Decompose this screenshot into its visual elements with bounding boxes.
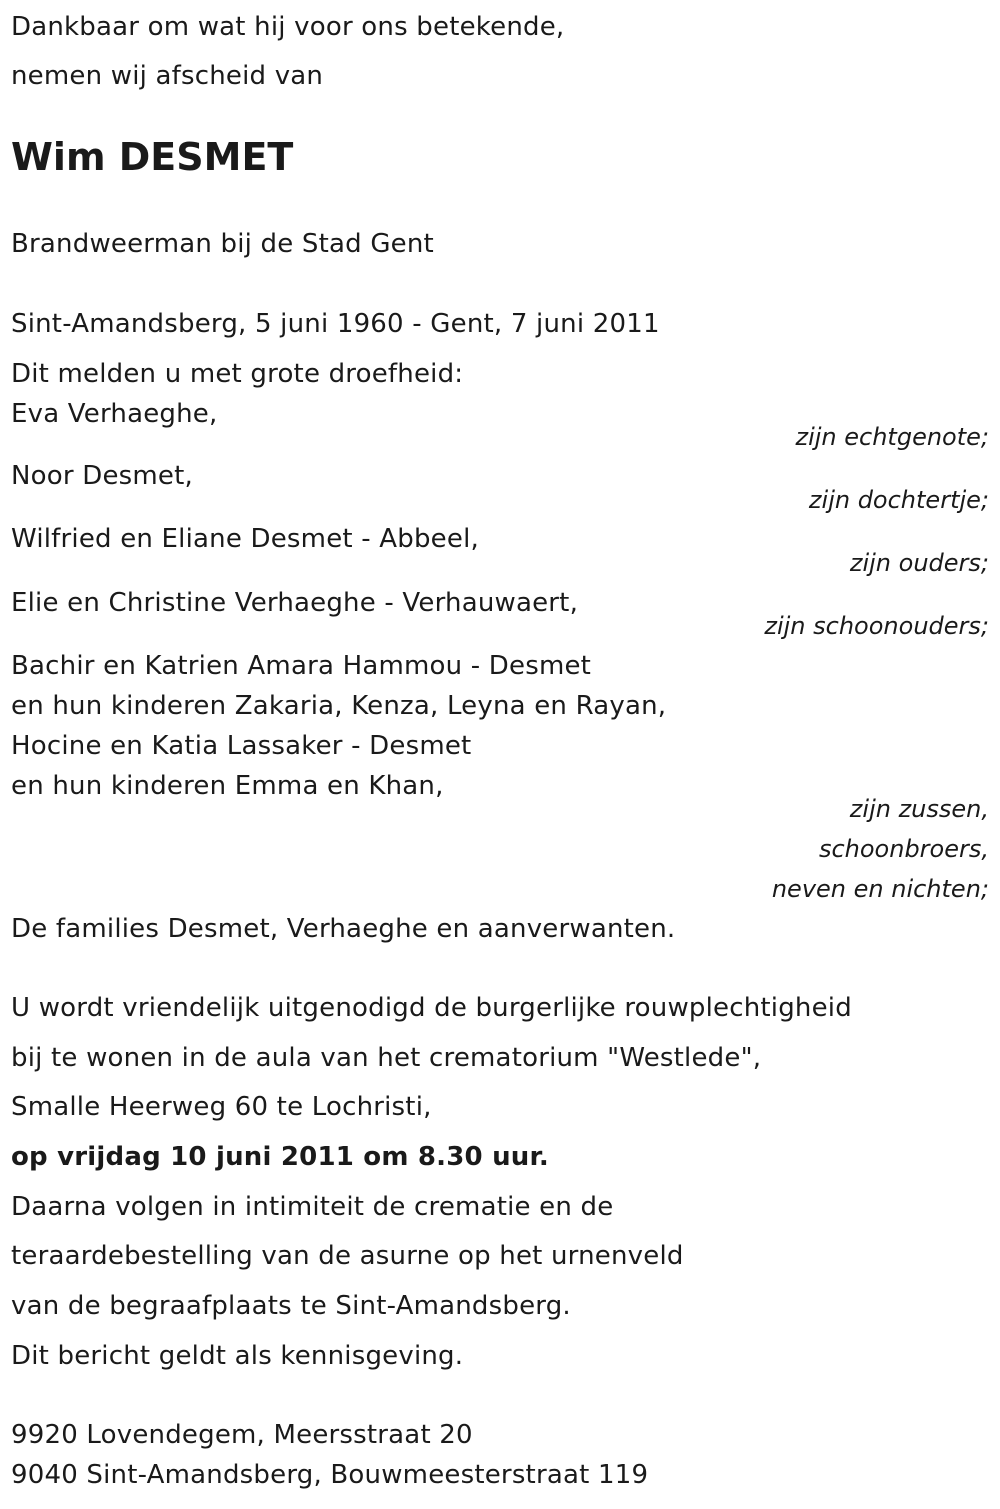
family-relation: zijn dochtertje; — [808, 486, 989, 514]
family-member: Elie en Christine Verhaeghe - Verhauwaert, — [11, 588, 579, 618]
deceased-profession: Brandweerman bij de Stad Gent — [11, 229, 434, 259]
ceremony-line: van de begraafplaats te Sint-Amandsberg. — [11, 1291, 571, 1321]
family-relation: schoonbroers, — [818, 835, 989, 863]
ceremony-line: Smalle Heerweg 60 te Lochristi, — [11, 1092, 432, 1122]
ceremony-line: teraardebestelling van de asurne op het urnenveld — [11, 1241, 684, 1271]
deceased-name: Wim DESMET — [11, 135, 294, 179]
family-relation: zijn zussen, — [849, 795, 989, 823]
families-line: De families Desmet, Verhaeghe en aanverwanten. — [11, 914, 676, 944]
family-relation: zijn echtgenote; — [795, 423, 989, 451]
ceremony-line: Daarna volgen in intimiteit de crematie en de — [11, 1192, 614, 1222]
family-member: Hocine en Katia Lassaker - Desmet — [11, 731, 472, 761]
family-member: en hun kinderen Emma en Khan, — [11, 771, 444, 801]
family-relation: zijn schoonouders; — [764, 612, 989, 640]
family-member: Eva Verhaeghe, — [11, 399, 218, 429]
family-member: en hun kinderen Zakaria, Kenza, Leyna en Rayan, — [11, 691, 667, 721]
family-member: Noor Desmet, — [11, 461, 193, 491]
family-relation: neven en nichten; — [771, 875, 989, 903]
deceased-dates: Sint-Amandsberg, 5 juni 1960 - Gent, 7 juni 2011 — [11, 309, 660, 339]
intro-line-2: nemen wij afscheid van — [11, 61, 324, 91]
ceremony-line: U wordt vriendelijk uitgenodigd de burgerlijke rouwplechtigheid — [11, 993, 852, 1023]
address-line: 9040 Sint-Amandsberg, Bouwmeesterstraat 119 — [11, 1460, 649, 1490]
ceremony-line: bij te wonen in de aula van het crematorium "Westlede", — [11, 1043, 762, 1073]
announcement: Dit melden u met grote droefheid: — [11, 359, 464, 389]
family-member: Bachir en Katrien Amara Hammou - Desmet — [11, 651, 592, 681]
family-relation: zijn ouders; — [849, 549, 989, 577]
ceremony-date-time: op vrijdag 10 juni 2011 om 8.30 uur. — [11, 1142, 549, 1172]
intro-line-1: Dankbaar om wat hij voor ons betekende, — [11, 12, 565, 42]
family-member: Wilfried en Eliane Desmet - Abbeel, — [11, 524, 479, 554]
address-line: 9920 Lovendegem, Meersstraat 20 — [11, 1420, 473, 1450]
ceremony-line: Dit bericht geldt als kennisgeving. — [11, 1341, 464, 1371]
